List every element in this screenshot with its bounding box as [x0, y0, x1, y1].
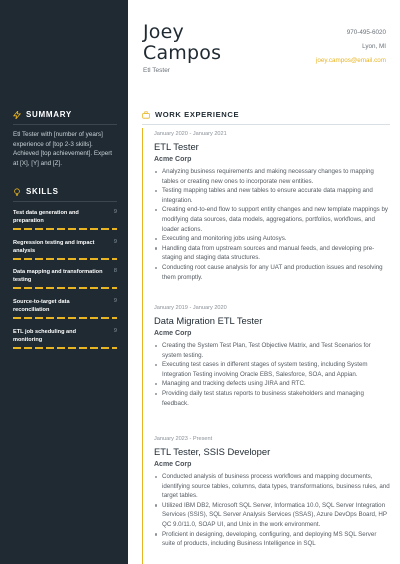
job-company: Acme Corp	[154, 156, 192, 163]
job-entry	[154, 436, 390, 549]
briefcase-icon	[142, 111, 150, 119]
skill-bar	[13, 258, 117, 260]
job-bullets	[154, 472, 390, 549]
job-title: ETL Tester, SSIS Developer	[154, 446, 271, 457]
job-bullet: Conducted analysis of business process workflows and mapping documents, identifying source tables, columns, data types, transformations, business rules, and target tables.	[154, 472, 390, 501]
job-entry	[154, 305, 390, 408]
skill-bar	[13, 347, 117, 349]
job-title: ETL Tester	[154, 141, 199, 152]
skill-bar	[13, 228, 117, 230]
sidebar	[0, 0, 128, 564]
skill-label: ETL job scheduling and monitoring	[13, 329, 76, 343]
first-name: Joey	[143, 21, 184, 43]
skill-label: Source-to-target data reconciliation	[13, 299, 70, 313]
job-company: Acme Corp	[154, 330, 192, 337]
job-dates: January 2023 - Present	[154, 436, 213, 442]
timeline-line	[142, 128, 143, 564]
job-dates: January 2019 - January 2020	[154, 305, 227, 311]
skill-level: 9	[113, 209, 117, 215]
skill-item	[13, 298, 117, 319]
job-bullet: Creating end-to-end flow to support entity changes and new template mappings by modifying data sources, data models, aggregations, portfolios, workflows, and loader actions.	[154, 205, 390, 234]
skill-item	[13, 328, 117, 349]
skills-heading-label: SKILLS	[26, 187, 59, 196]
job-company: Acme Corp	[154, 461, 192, 468]
skill-item	[13, 209, 117, 230]
job-subtitle: Etl Tester	[143, 67, 170, 74]
job-bullets	[154, 167, 390, 282]
job-bullet: Analyzing business requirements and making necessary changes to mapping tables or creating new ones to incorporate new entities.	[154, 167, 390, 186]
job-dates: January 2020 - January 2021	[154, 131, 227, 137]
job-bullet: Providing daily test status reports to business stakeholders and managing feedback.	[154, 389, 390, 408]
job-title: Data Migration ETL Tester	[154, 315, 263, 326]
lightning-icon	[13, 111, 21, 119]
summary-heading	[13, 110, 72, 119]
phone: 970-495-6020	[346, 29, 386, 36]
job-bullet: Managing and tracking defects using JIRA and RTC.	[154, 379, 390, 389]
skill-bar	[13, 287, 117, 289]
skills-heading	[13, 187, 59, 196]
skill-item	[13, 239, 117, 260]
job-entry	[154, 131, 390, 282]
job-bullets	[154, 341, 390, 408]
job-bullet: Executing and monitoring jobs using Autosys.	[154, 234, 390, 244]
work-experience-label: WORK EXPERIENCE	[155, 110, 240, 119]
skill-level: 9	[113, 298, 117, 304]
summary-heading-label: SUMMARY	[26, 110, 72, 119]
job-bullet: Handling data from upstream sources and manual feeds, and developing pre-staging and staging data structures.	[154, 244, 390, 263]
job-bullet: Executing test cases in different stages of system testing, including System Integration Testing involving Oracle EBS, Salesforce, SOA, and Appian.	[154, 360, 390, 379]
skill-item	[13, 268, 117, 289]
skill-bar	[13, 317, 117, 319]
candidate-name	[143, 22, 283, 64]
contact-info	[316, 26, 386, 68]
skills-divider	[13, 201, 117, 202]
main-content	[128, 0, 400, 564]
skill-label: Regression testing and impact analysis	[13, 240, 95, 254]
email-link[interactable]: joey.campos@email.com	[316, 57, 386, 64]
job-bullet: Utilized IBM DB2, Microsoft SQL Server, Informatica 10.0, SQL Server Integration Services (SSIS), SQL Server Analysis Services (SSAS), Azure DevOps Board, HP QC 9.0/11.0, SOAP UI, and Unix in the work environment.	[154, 501, 390, 530]
lightbulb-icon	[13, 188, 21, 196]
skill-label: Test data generation and preparation	[13, 210, 79, 224]
skill-level: 9	[113, 328, 117, 334]
job-bullet: Proficient in designing, developing, configuring, and deploying MS SQL Server suite of products, including Business Intelligence in SQL	[154, 530, 390, 549]
last-name: Campos	[143, 42, 222, 64]
job-bullet: Conducting root cause analysis for any UAT and production issues and resolving them promptly.	[154, 263, 390, 282]
work-experience-divider	[142, 124, 390, 125]
skill-level: 8	[113, 268, 117, 274]
job-bullet: Creating the System Test Plan, Test Objective Matrix, and Test Scenarios for system testing.	[154, 341, 390, 360]
summary-text: Etl Tester with [number of years] experience of [top 2-3 skills]. Achieved [top achievement]. Expert at [X], [Y] and [Z].	[13, 131, 113, 167]
skill-level: 9	[113, 239, 117, 245]
job-bullet: Testing mapping tables and new tables to ensure accurate data mapping and integration.	[154, 186, 390, 205]
work-experience-heading	[142, 110, 239, 119]
location: Lyon, MI	[362, 43, 386, 50]
summary-divider	[13, 124, 117, 125]
skill-label: Data mapping and transformation testing	[13, 269, 103, 283]
